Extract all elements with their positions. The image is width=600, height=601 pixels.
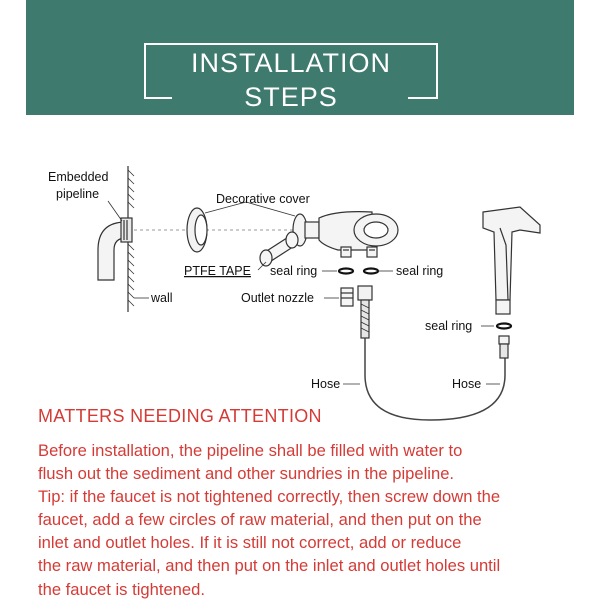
decorative-cover-icon: [187, 208, 207, 252]
attention-heading: MATTERS NEEDING ATTENTION: [38, 406, 322, 426]
label-seal-ring-left: seal ring: [270, 264, 318, 278]
label-outlet-nozzle: Outlet nozzle: [241, 291, 314, 305]
angle-valve-icon: [293, 212, 398, 257]
label-embedded-line1: Embedded: [48, 170, 109, 184]
ptfe-tape-icon: [260, 232, 298, 266]
attention-line: faucet, add a few circles of raw material, and then put on the: [38, 510, 482, 530]
attention-line: inlet and outlet holes. If it is still not correct, add or reduce: [38, 533, 462, 553]
outlet-nozzle-icon: [341, 288, 353, 306]
seal-ring-icons: [339, 269, 378, 274]
label-seal-ring-right: seal ring: [396, 264, 444, 278]
attention-line: Tip: if the faucet is not tightened correctly, then screw down the: [38, 487, 501, 507]
attention-line: the faucet is tightened.: [38, 579, 205, 599]
label-wall: wall: [151, 291, 173, 305]
installation-diagram: [0, 140, 600, 430]
bidet-sprayer-icon: [483, 207, 540, 358]
attention-line: Before installation, the pipeline shall be filled with water to: [38, 441, 463, 460]
label-seal-ring-spray: seal ring: [425, 319, 473, 333]
label-hose-left: Hose: [311, 377, 341, 391]
label-ptfe-tape: PTFE TAPE: [184, 264, 251, 278]
hose-curve: [365, 338, 505, 420]
page-title: INSTALLATION STEPS: [190, 48, 392, 112]
attention-text: [38, 439, 578, 601]
label-decorative-cover: Decorative cover: [216, 192, 310, 206]
attention-line: the raw material, and then put on the inlet and outlet holes until: [38, 556, 501, 576]
embedded-pipeline-icon: [98, 218, 132, 280]
attention-line: flush out the sediment and other sundries in the pipeline.: [38, 464, 455, 484]
label-embedded-line2: pipeline: [56, 187, 100, 201]
label-hose-right: Hose: [452, 377, 482, 391]
hose-left-icon: [358, 286, 372, 338]
seal-ring-spray-icon: [497, 324, 511, 329]
